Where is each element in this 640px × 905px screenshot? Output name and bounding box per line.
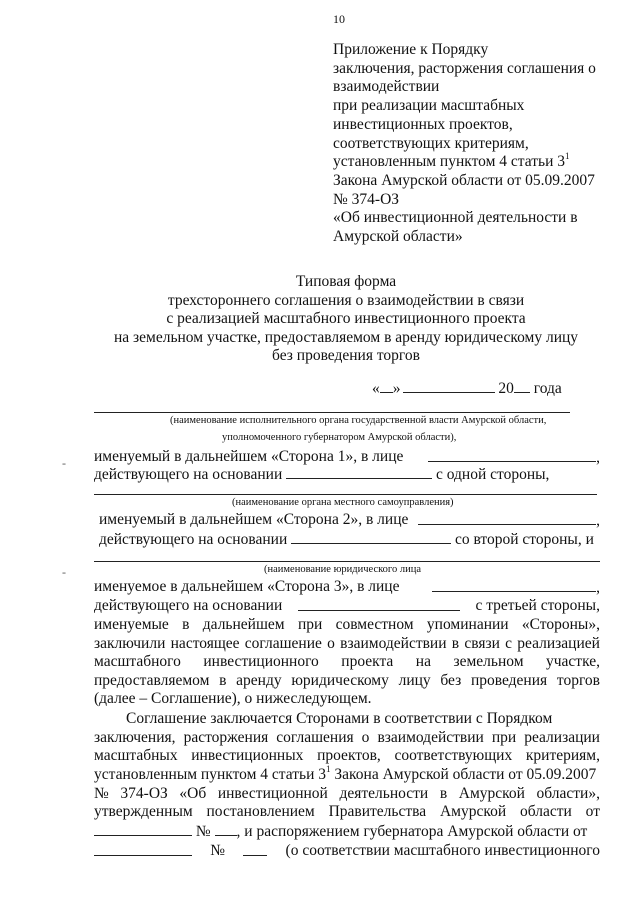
party3-basis-line: действующего на основании с третьей стороны, xyxy=(94,597,600,614)
title-line: без проведения торгов xyxy=(272,347,420,364)
appendix-line: инвестиционных проектов, xyxy=(333,115,513,133)
body-line xyxy=(94,653,600,671)
word: предоставляемом xyxy=(94,672,210,689)
word: торгов xyxy=(556,672,600,689)
word: «Об xyxy=(179,785,207,802)
word: соглашение xyxy=(244,635,322,652)
title-line: трехстороннего соглашения о взаимодействии в связи xyxy=(167,291,525,309)
resolution-date-blank[interactable] xyxy=(94,822,192,836)
party2-basis-blank[interactable] xyxy=(291,530,451,544)
word: дальнейшем xyxy=(202,616,285,633)
word: лицу xyxy=(398,672,431,689)
word: области xyxy=(519,803,572,820)
word: участке, xyxy=(545,653,600,670)
year-blank[interactable] xyxy=(514,379,530,393)
word: № xyxy=(94,785,109,802)
word: юридическому xyxy=(291,672,389,689)
word: о xyxy=(327,635,335,652)
word: с xyxy=(505,635,513,652)
party2-person-blank[interactable] xyxy=(418,511,596,525)
word: Правительства xyxy=(328,803,427,820)
word: взаимодействии xyxy=(340,635,447,652)
party2-name-line[interactable] xyxy=(94,494,597,495)
appendix-line: Амурской области» xyxy=(333,228,463,246)
body-line xyxy=(94,729,600,747)
word: аренду xyxy=(236,672,282,689)
word: земельном xyxy=(453,653,524,670)
word: масштабных xyxy=(94,747,178,764)
party1-named-line: именуемый в дальнейшем «Сторона 1», в лице , xyxy=(94,448,600,466)
word: взаимодействии xyxy=(377,729,484,746)
party2-named-line: именуемый в дальнейшем «Сторона 2», в лице , xyxy=(99,511,600,529)
body-line xyxy=(94,747,600,765)
body-line: № , и распоряжением губернатора Амурской области от xyxy=(94,822,587,841)
appendix-line: заключения, расторжения соглашения о xyxy=(333,59,596,77)
party2-basis-line: действующего на основании со второй стороны, и xyxy=(99,531,594,548)
title-line: с реализацией масштабного инвестиционного проекта xyxy=(166,310,526,327)
word: постановлением xyxy=(206,803,315,820)
party1-caption: (наименование исполнительного органа государственной власти Амурской области, xyxy=(170,415,547,426)
word: о xyxy=(361,729,370,746)
word: утвержденным xyxy=(94,803,193,820)
order-date-blank[interactable] xyxy=(94,842,192,856)
body-line xyxy=(94,635,600,653)
word: при xyxy=(491,729,517,746)
body-line: (далее – Соглашение), о нижеследующем. xyxy=(94,690,372,707)
title-line: Типовая форма xyxy=(295,273,397,290)
word: проведения xyxy=(470,672,548,689)
party1-basis-line: действующего на основании с одной стороны, xyxy=(94,466,550,483)
word: в xyxy=(451,635,460,652)
word: в xyxy=(219,672,227,689)
word: настоящее xyxy=(170,635,240,652)
party1-caption: уполномоченного губернатором Амурской области), xyxy=(222,432,457,443)
body-line: установленным пунктом 4 статьи $3^1$ Закона Амурской области от 05.09.2007 xyxy=(94,763,597,783)
appendix-line: при реализации масштабных xyxy=(333,97,525,115)
date-line: « » 20 года xyxy=(372,380,562,397)
word: деятельности xyxy=(339,785,429,802)
day-blank[interactable] xyxy=(380,379,393,393)
margin-mark: - xyxy=(62,456,66,470)
title-line: на земельном участке, предоставляемом в аренду юридическому лицу xyxy=(113,328,579,346)
word: на xyxy=(415,653,431,670)
word: реализации xyxy=(524,729,600,746)
appendix-line: Приложение к Порядку xyxy=(333,41,489,58)
word: именуемые xyxy=(94,616,169,633)
word: в xyxy=(439,785,448,802)
word: инвестиционной xyxy=(217,785,328,802)
body-line xyxy=(94,803,600,821)
word: соглашения xyxy=(276,729,354,746)
appendix-header xyxy=(333,41,613,247)
resolution-number-blank[interactable] xyxy=(215,822,237,836)
body-line xyxy=(94,616,600,634)
appendix-line: Закона Амурской области от 05.09.2007 xyxy=(333,171,595,189)
word: проектов, xyxy=(317,747,381,764)
word: в xyxy=(182,616,190,633)
word: Амурской xyxy=(458,785,525,802)
word: упоминании xyxy=(426,616,509,633)
word: критериям, xyxy=(525,747,600,764)
word: от xyxy=(585,803,600,820)
word: связи xyxy=(464,635,500,652)
word: соответствующих xyxy=(394,747,513,764)
appendix-line: № 374-ОЗ xyxy=(333,190,400,208)
word: 374-ОЗ xyxy=(120,785,168,802)
word: заключили xyxy=(94,635,166,652)
order-number-blank[interactable] xyxy=(243,842,267,856)
margin-mark: - xyxy=(62,565,66,579)
party1-name-line[interactable] xyxy=(94,412,570,413)
word: заключения, xyxy=(94,729,176,746)
body-line: № (о соответствии масштабного инвестиционного xyxy=(94,842,600,860)
party1-basis-blank[interactable] xyxy=(286,465,432,479)
appendix-line: соответствующих критериям, xyxy=(333,134,529,152)
body-line xyxy=(94,785,600,803)
word: без xyxy=(440,672,462,689)
superscript: 1 xyxy=(565,151,570,162)
appendix-line: взаимодействии xyxy=(333,78,440,96)
appendix-line: «Об инвестиционной деятельности в xyxy=(333,209,578,227)
body-line xyxy=(94,672,600,690)
party2-caption: (наименование органа местного самоуправления) xyxy=(232,497,454,508)
word: реализацией xyxy=(517,635,600,652)
party3-name-line[interactable] xyxy=(94,561,600,562)
word: области», xyxy=(536,785,600,802)
paragraph-start: Соглашение заключается Сторонами в соответствии с Порядком xyxy=(126,710,553,727)
party3-basis-blank[interactable] xyxy=(298,597,460,611)
party3-caption: (наименование юридического лица xyxy=(264,564,421,575)
party3-person-blank[interactable] xyxy=(432,578,596,592)
word: проекта xyxy=(341,653,394,670)
word: инвестиционного xyxy=(203,653,319,670)
party3-named-line: именуемое в дальнейшем «Сторона 3», в лице , xyxy=(94,578,600,596)
word: при xyxy=(297,616,323,633)
party1-person-blank[interactable] xyxy=(428,448,596,462)
document-title xyxy=(90,273,602,366)
appendix-line: установленным пунктом 4 статьи $3^1$ xyxy=(333,151,570,171)
word: Амурской xyxy=(439,803,507,820)
word: масштабного xyxy=(94,653,181,670)
month-blank[interactable] xyxy=(403,379,495,393)
superscript: 1 xyxy=(326,763,331,774)
page-number: 10 xyxy=(333,12,345,26)
word: инвестиционных xyxy=(191,747,304,764)
word: совместном xyxy=(335,616,414,633)
word: «Стороны», xyxy=(521,616,600,633)
word: расторжения xyxy=(183,729,269,746)
